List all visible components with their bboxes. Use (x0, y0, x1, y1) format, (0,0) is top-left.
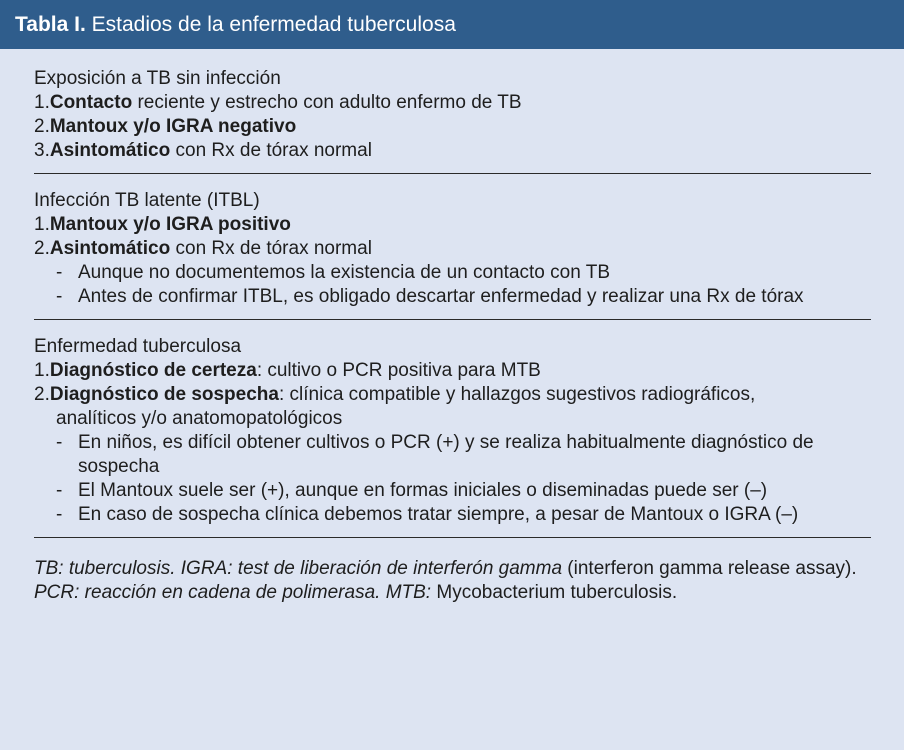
item-text: reciente y estrecho con adulto enfermo de TB (132, 92, 522, 113)
table-title: Estadios de la enfermedad tuberculosa (91, 13, 456, 36)
item-number: 1. (34, 214, 50, 235)
sub-item-text: En caso de sospecha clínica debemos tratar siempre, a pesar de Mantoux o IGRA (–) (78, 504, 799, 525)
item-bold: Diagnóstico de certeza (49, 360, 257, 381)
footnote-part: PCR: reacción en cadena de polimerasa. MTB: (34, 582, 432, 603)
list-item (34, 359, 871, 383)
dash-bullet: - (56, 504, 63, 525)
sub-item-text: En niños, es difícil obtener cultivos o PCR (+) y se realiza habitualmente diagnóstico de sospecha (78, 432, 814, 477)
dash-bullet: - (56, 432, 63, 453)
item-bold: Asintomático (49, 238, 171, 259)
table-content (0, 49, 904, 605)
list-item (34, 139, 871, 163)
item-continuation: analíticos y/o anatomopatológicos (56, 408, 343, 429)
footnote-part: (interferon gamma release assay). (562, 558, 857, 579)
item-text: : clínica compatible y hallazgos sugestivos radiográficos, (278, 384, 756, 405)
item-number: 2. (34, 384, 50, 405)
item-number: 2. (34, 116, 50, 137)
footnote-part: Mycobacterium tuberculosis. (431, 582, 678, 603)
section-title: Infección TB latente (ITBL) (34, 190, 260, 211)
table-label: Tabla I. (15, 13, 86, 36)
sub-item (34, 503, 871, 527)
item-number: 1. (34, 92, 50, 113)
list-item (34, 91, 871, 115)
item-bold: Mantoux y/o IGRA positivo (49, 214, 291, 235)
list-item (34, 383, 871, 407)
item-text: con Rx de tórax normal (170, 140, 372, 161)
item-text: : cultivo o PCR positiva para MTB (256, 360, 541, 381)
item-bold: Asintomático (49, 140, 171, 161)
sub-item (34, 261, 871, 285)
item-text: con Rx de tórax normal (170, 238, 372, 259)
sub-item-text: El Mantoux suele ser (+), aunque en formas iniciales o diseminadas puede ser (–) (78, 480, 768, 501)
sub-item-text: Antes de confirmar ITBL, es obligado descartar enfermedad y realizar una Rx de tórax (78, 286, 804, 307)
item-bold: Mantoux y/o IGRA negativo (49, 116, 297, 137)
list-item (34, 237, 871, 261)
section-latent-infection (34, 189, 871, 320)
item-bold: Contacto (49, 92, 133, 113)
item-number: 2. (34, 238, 50, 259)
section-title: Exposición a TB sin infección (34, 68, 281, 89)
item-number: 3. (34, 140, 50, 161)
sub-item-text: Aunque no documentemos la existencia de un contacto con TB (78, 262, 610, 283)
section-title: Enfermedad tuberculosa (34, 336, 242, 357)
item-bold: Diagnóstico de sospecha (49, 384, 279, 405)
footnote-part: TB: tuberculosis. IGRA: test de liberación de interferón gamma (34, 558, 563, 579)
list-item (34, 115, 871, 139)
sub-item (34, 285, 871, 309)
table-header (0, 0, 904, 49)
dash-bullet: - (56, 480, 63, 501)
table-footnote (34, 553, 871, 605)
dash-bullet: - (56, 286, 63, 307)
dash-bullet: - (56, 262, 63, 283)
sub-item (34, 479, 871, 503)
item-number: 1. (34, 360, 50, 381)
section-tb-disease (34, 335, 871, 538)
sub-item (34, 431, 871, 479)
list-item (34, 213, 871, 237)
section-exposure (34, 67, 871, 174)
